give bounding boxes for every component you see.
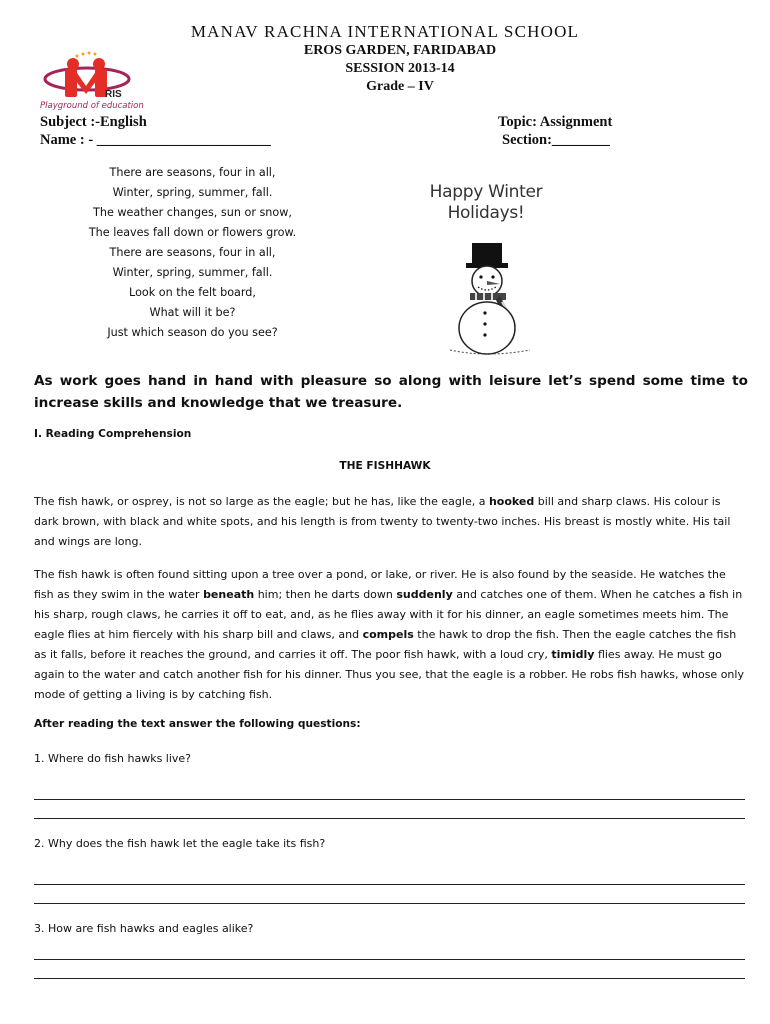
topic-label: Topic: Assignment bbox=[498, 114, 613, 130]
poem-line: The weather changes, sun or snow, bbox=[93, 206, 292, 219]
logo-letters: RIS bbox=[105, 89, 122, 100]
story-paragraph-1 bbox=[34, 492, 746, 552]
question-1: 1. Where do fish hawks live? bbox=[34, 752, 192, 765]
answer-line[interactable] bbox=[34, 818, 745, 819]
poem-line: Winter, spring, summer, fall. bbox=[112, 186, 273, 199]
logo-stars bbox=[76, 52, 97, 58]
section-title: I. Reading Comprehension bbox=[34, 428, 192, 440]
poem-line: Look on the felt board, bbox=[129, 286, 256, 299]
text-run: him; then he darts down bbox=[254, 588, 397, 601]
vocab-word: timidly bbox=[551, 648, 595, 661]
logo-m-mark bbox=[65, 58, 107, 97]
text-run: and catches one of them. When he catches a fish in his sharp, rough claws, he carries it off to eat, and, as he flies away with it for his dinner, an eagle sometimes meets him. The eagle flies at him fiercely with his sharp bill and claws, and bbox=[34, 588, 743, 641]
text-run: the hawk to drop the fish. Then the eagle catches the fish as it falls, before it reaches the ground, and carries it off. The poor fish hawk, with a loud cry, bbox=[34, 628, 737, 661]
vocab-word: compels bbox=[362, 628, 414, 641]
holiday-line-2: Holidays! bbox=[447, 203, 525, 223]
answer-line[interactable] bbox=[34, 978, 745, 979]
vocab-word: hooked bbox=[488, 495, 535, 508]
poem-line: Winter, spring, summer, fall. bbox=[112, 266, 273, 279]
vocab-word: beneath bbox=[203, 588, 255, 601]
snowman-body bbox=[459, 302, 515, 354]
grade-label: Grade – IV bbox=[366, 79, 434, 94]
poem bbox=[60, 163, 325, 343]
answer-line[interactable] bbox=[34, 799, 745, 800]
school-name: MANAV RACHNA INTERNATIONAL SCHOOL bbox=[190, 22, 580, 41]
text-run: flies away. He must go again to the water and catch another fish for his dinner. Thus you see, that the eagle is a robber. He robs fish hawks, whose only mode of getting a living is by catching fish. bbox=[34, 648, 744, 701]
text-run: The fish hawk is often found sitting upon a tree over a pond, or lake, or river. He is also found by the seaside. He watches the fish as they swim in the water bbox=[34, 568, 726, 601]
poem-line: Just which season do you see? bbox=[107, 326, 278, 339]
vocab-word: suddenly bbox=[396, 588, 453, 601]
text-run: bill and sharp claws. His colour is dark brown, with black and white spots, and his length is from twenty to twenty-two inches. His breast is mostly white. His tail and wings are long. bbox=[34, 495, 731, 548]
questions-intro: After reading the text answer the following questions: bbox=[34, 718, 361, 730]
poem-line: The leaves fall down or flowers grow. bbox=[88, 226, 297, 239]
session-label: SESSION 2013-14 bbox=[345, 61, 455, 76]
story-paragraph-2 bbox=[34, 565, 746, 705]
holiday-greeting bbox=[426, 182, 546, 224]
poem-line: There are seasons, four in all, bbox=[109, 166, 276, 179]
section-field: Section:________ bbox=[502, 132, 610, 148]
answer-line[interactable] bbox=[34, 959, 745, 960]
poem-line: What will it be? bbox=[149, 306, 236, 319]
poem-line: There are seasons, four in all, bbox=[109, 246, 276, 259]
question-3: 3. How are fish hawks and eagles alike? bbox=[34, 922, 254, 935]
snowman-hat bbox=[472, 243, 502, 265]
answer-line[interactable] bbox=[34, 903, 745, 904]
story-title: THE FISHHAWK bbox=[339, 460, 431, 472]
question-2: 2. Why does the fish hawk let the eagle take its fish? bbox=[34, 837, 326, 850]
answer-line[interactable] bbox=[34, 884, 745, 885]
text-run: The fish hawk, or osprey, is not so large as the eagle; but he has, like the eagle, a bbox=[34, 495, 489, 508]
logo-tagline: Playground of education bbox=[40, 101, 144, 111]
subject-label: Subject :-English bbox=[40, 114, 147, 130]
campus-name: EROS GARDEN, FARIDABAD bbox=[303, 43, 497, 58]
motto-text: As work goes hand in hand with pleasure so along with leisure let’s spend some time to increase skills and knowledge that we treasure. bbox=[34, 373, 748, 411]
name-field: Name : - ________________________ bbox=[40, 132, 271, 148]
holiday-line-1: Happy Winter bbox=[429, 182, 543, 202]
